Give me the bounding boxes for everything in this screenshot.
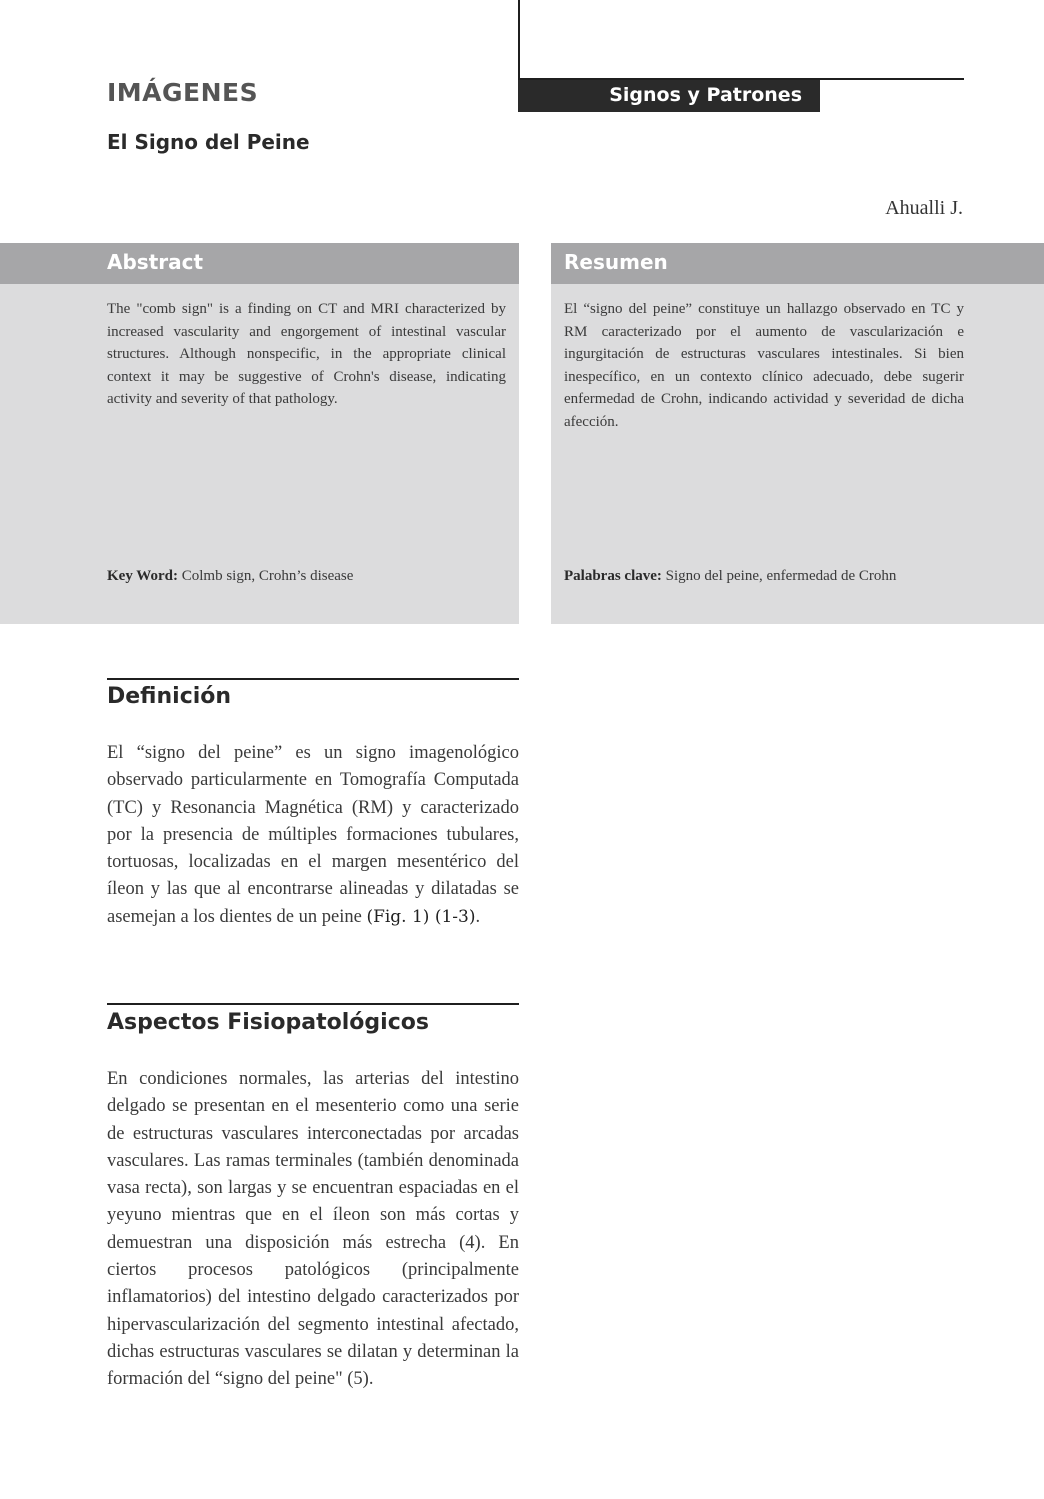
- resumen-heading: Resumen: [551, 243, 1044, 284]
- section-label: Signos y Patrones: [518, 80, 820, 112]
- abstract-box: [0, 243, 519, 624]
- definicion-body: El “signo del peine” es un signo imagenológico observado particularmente en Tomografía Computada (TC) y Resonancia Magnética (RM) y caracterizado por la presencia de múltiples formaciones tubulares, tortuosas, localizadas en el margen mesentérico del íleon y las que al encontrarse alineadas y dilatadas se asemejan a los dientes de un peine: [107, 743, 519, 927]
- abstract-keywords: [107, 568, 353, 585]
- journal-logo: IMÁGENES: [107, 78, 259, 107]
- definicion-text: [107, 740, 519, 931]
- resumen-box: [551, 243, 1044, 624]
- definicion-heading: Definición: [107, 684, 232, 709]
- figure-reference-link[interactable]: (Fig. 1) (1-3): [366, 906, 476, 927]
- resumen-keywords-label: Palabras clave:: [564, 568, 662, 584]
- abstract-text: The "comb sign" is a finding on CT and MRI characterized by increased vascularity and engorgement of intestinal vascular structures. Although nonspecific, in the appropriate clinical context it may be suggestive of Crohn's disease, indicating activity and severity of that pathology.: [107, 301, 506, 407]
- definicion-rule: [107, 678, 519, 680]
- resumen-keywords: [564, 568, 896, 585]
- resumen-keywords-value: Signo del peine, enfermedad de Crohn: [665, 568, 897, 584]
- author-name: Ahualli J.: [885, 197, 963, 219]
- abstract-keywords-label: Key Word:: [107, 568, 178, 584]
- abstract-keywords-value: Colmb sign, Crohn’s disease: [181, 568, 354, 584]
- article-title: El Signo del Peine: [107, 130, 310, 154]
- aspectos-text: En condiciones normales, las arterias del intestino delgado se presentan en el mesenterio como una serie de estructuras vasculares interconectadas por arcadas vasculares. Las ramas terminales (también denominada vasa recta), son largas y se encuentran espaciadas en el yeyuno mientras que en el íleon son más cortas y demuestran una disposición más estrecha (4). En ciertos procesos patológicos (principalmente inflamatorios) del intestino delgado caracterizados por hipervascularización del segmento intestinal afectado, dichas estructuras vasculares se dilatan y determinan la formación del “signo del peine" (5).: [107, 1069, 519, 1390]
- aspectos-heading: Aspectos Fisiopatológicos: [107, 1010, 429, 1035]
- definicion-end: .: [475, 906, 481, 927]
- abstract-heading: Abstract: [0, 243, 519, 284]
- resumen-text: El “signo del peine” constituye un hallazgo observado en TC y RM caracterizado por el aumento de vascularización e ingurgitación de estructuras vasculares intestinales. Si bien inespecífico, en un contexto clínico adecuado, debe sugerir enfermedad de Crohn, indicando actividad y severidad de dicha afección.: [564, 301, 964, 430]
- aspectos-rule: [107, 1003, 519, 1005]
